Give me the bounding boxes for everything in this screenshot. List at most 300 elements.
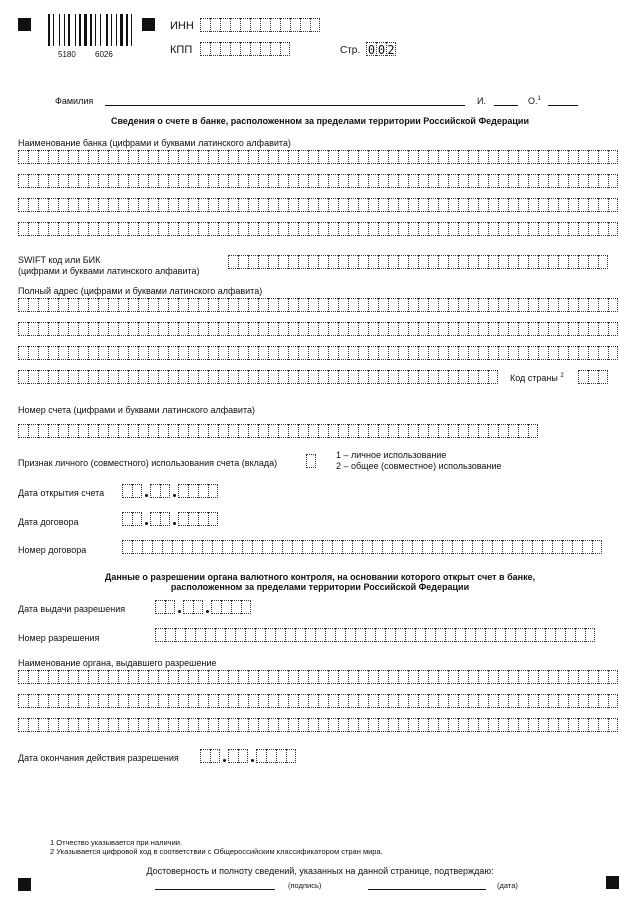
input-cell[interactable]	[388, 694, 398, 708]
input-cell[interactable]	[298, 670, 308, 684]
input-cell[interactable]	[148, 370, 158, 384]
input-cell[interactable]	[248, 298, 258, 312]
input-cell[interactable]	[328, 718, 338, 732]
input-cell[interactable]	[318, 370, 328, 384]
input-cell[interactable]	[148, 424, 158, 438]
contract-date-field[interactable]	[122, 512, 218, 526]
input-cell[interactable]	[508, 150, 518, 164]
input-cell[interactable]	[138, 346, 148, 360]
input-cell[interactable]	[408, 694, 418, 708]
input-cell[interactable]	[598, 670, 608, 684]
input-cell[interactable]	[478, 346, 488, 360]
input-cell[interactable]	[318, 346, 328, 360]
input-cell[interactable]	[428, 370, 438, 384]
input-cell[interactable]	[478, 694, 488, 708]
date-cell[interactable]	[132, 484, 142, 498]
input-cell[interactable]	[138, 670, 148, 684]
input-cell[interactable]	[138, 370, 148, 384]
input-cell[interactable]	[328, 346, 338, 360]
input-cell[interactable]	[138, 424, 148, 438]
input-cell[interactable]	[58, 694, 68, 708]
input-cell[interactable]	[558, 298, 568, 312]
input-cell[interactable]	[422, 540, 432, 554]
input-cell[interactable]	[168, 150, 178, 164]
input-cell[interactable]	[388, 370, 398, 384]
input-cell[interactable]	[488, 174, 498, 188]
input-cell[interactable]	[338, 298, 348, 312]
input-cell[interactable]	[258, 424, 268, 438]
input-cell[interactable]	[168, 370, 178, 384]
input-cell[interactable]	[288, 670, 298, 684]
input-cell[interactable]	[588, 694, 598, 708]
input-cell[interactable]	[280, 42, 290, 56]
input-cell[interactable]	[458, 298, 468, 312]
input-cell[interactable]	[498, 670, 508, 684]
input-cell[interactable]	[398, 198, 408, 212]
input-cell[interactable]	[308, 322, 318, 336]
input-cell[interactable]	[458, 718, 468, 732]
kpp-field[interactable]	[200, 42, 290, 56]
input-cell[interactable]	[515, 628, 525, 642]
input-cell[interactable]	[552, 540, 562, 554]
input-cell[interactable]	[238, 346, 248, 360]
input-cell[interactable]	[158, 718, 168, 732]
input-cell[interactable]	[448, 150, 458, 164]
input-cell[interactable]	[188, 370, 198, 384]
input-cell[interactable]	[318, 222, 328, 236]
input-cell[interactable]	[468, 298, 478, 312]
input-cell[interactable]	[528, 255, 538, 269]
input-cell[interactable]	[378, 255, 388, 269]
input-cell[interactable]	[478, 670, 488, 684]
input-cell[interactable]	[358, 670, 368, 684]
input-cell[interactable]	[438, 255, 448, 269]
input-cell[interactable]	[248, 322, 258, 336]
input-cell[interactable]	[138, 150, 148, 164]
input-cell[interactable]	[328, 222, 338, 236]
input-cell[interactable]	[118, 346, 128, 360]
input-cell[interactable]	[518, 670, 528, 684]
input-cell[interactable]	[306, 454, 316, 468]
input-cell[interactable]	[68, 174, 78, 188]
input-cell[interactable]	[538, 255, 548, 269]
input-cell[interactable]	[155, 628, 165, 642]
input-cell[interactable]	[568, 718, 578, 732]
input-cell[interactable]	[418, 222, 428, 236]
input-cell[interactable]	[118, 424, 128, 438]
input-cell[interactable]	[538, 298, 548, 312]
input-cell[interactable]	[458, 370, 468, 384]
input-cell[interactable]	[258, 174, 268, 188]
input-cell[interactable]	[502, 540, 512, 554]
input-cell[interactable]	[518, 174, 528, 188]
input-cell[interactable]	[448, 718, 458, 732]
input-cell[interactable]	[568, 198, 578, 212]
input-cell[interactable]	[38, 370, 48, 384]
input-cell[interactable]	[68, 198, 78, 212]
input-cell[interactable]	[555, 628, 565, 642]
input-cell[interactable]	[68, 694, 78, 708]
input-cell[interactable]	[448, 174, 458, 188]
input-cell[interactable]	[108, 322, 118, 336]
input-cell[interactable]	[18, 718, 28, 732]
input-cell[interactable]	[348, 424, 358, 438]
input-cell[interactable]	[468, 322, 478, 336]
input-cell[interactable]	[598, 150, 608, 164]
input-cell[interactable]	[268, 298, 278, 312]
input-cell[interactable]	[528, 694, 538, 708]
input-cell[interactable]	[488, 670, 498, 684]
input-cell[interactable]	[238, 150, 248, 164]
input-cell[interactable]	[238, 198, 248, 212]
input-cell[interactable]	[588, 174, 598, 188]
input-cell[interactable]	[128, 222, 138, 236]
input-cell[interactable]	[298, 424, 308, 438]
input-cell[interactable]	[608, 694, 618, 708]
input-cell[interactable]	[278, 255, 288, 269]
input-cell[interactable]	[268, 150, 278, 164]
input-cell[interactable]	[368, 198, 378, 212]
input-cell[interactable]	[558, 718, 568, 732]
date-cell[interactable]	[165, 600, 175, 614]
input-cell[interactable]	[288, 298, 298, 312]
input-cell[interactable]	[368, 322, 378, 336]
input-cell[interactable]	[230, 42, 240, 56]
input-cell[interactable]	[228, 322, 238, 336]
input-cell[interactable]	[268, 424, 278, 438]
input-cell[interactable]	[230, 18, 240, 32]
input-cell[interactable]	[358, 174, 368, 188]
input-cell[interactable]	[118, 150, 128, 164]
input-cell[interactable]	[268, 694, 278, 708]
input-cell[interactable]	[158, 298, 168, 312]
input-cell[interactable]	[348, 694, 358, 708]
input-cell[interactable]	[278, 222, 288, 236]
input-cell[interactable]	[448, 370, 458, 384]
input-cell[interactable]	[268, 346, 278, 360]
input-cell[interactable]	[308, 718, 318, 732]
input-cell[interactable]	[345, 628, 355, 642]
date-cell[interactable]	[231, 600, 241, 614]
input-cell[interactable]	[248, 424, 258, 438]
date-cell[interactable]	[210, 749, 220, 763]
input-cell[interactable]	[288, 370, 298, 384]
input-cell[interactable]	[438, 322, 448, 336]
input-cell[interactable]	[578, 346, 588, 360]
input-cell[interactable]	[408, 150, 418, 164]
input-cell[interactable]	[398, 174, 408, 188]
input-cell[interactable]	[98, 198, 108, 212]
input-cell[interactable]	[258, 150, 268, 164]
input-cell[interactable]	[78, 198, 88, 212]
input-cell[interactable]	[428, 670, 438, 684]
input-cell[interactable]	[348, 150, 358, 164]
input-cell[interactable]	[250, 18, 260, 32]
input-cell[interactable]	[298, 255, 308, 269]
input-cell[interactable]	[315, 628, 325, 642]
input-cell[interactable]	[598, 255, 608, 269]
input-cell[interactable]	[128, 150, 138, 164]
input-cell[interactable]	[138, 198, 148, 212]
input-cell[interactable]	[318, 255, 328, 269]
input-cell[interactable]	[165, 628, 175, 642]
input-cell[interactable]	[438, 346, 448, 360]
input-cell[interactable]	[318, 694, 328, 708]
input-cell[interactable]	[248, 718, 258, 732]
input-cell[interactable]	[268, 322, 278, 336]
input-cell[interactable]	[268, 174, 278, 188]
input-cell[interactable]	[408, 174, 418, 188]
input-cell[interactable]	[288, 198, 298, 212]
input-cell[interactable]	[365, 628, 375, 642]
input-cell[interactable]	[298, 694, 308, 708]
input-cell[interactable]	[162, 540, 172, 554]
input-cell[interactable]	[388, 322, 398, 336]
issuer-row[interactable]	[18, 670, 618, 684]
input-cell[interactable]	[608, 198, 618, 212]
input-cell[interactable]	[88, 298, 98, 312]
input-cell[interactable]	[478, 718, 488, 732]
input-cell[interactable]	[28, 298, 38, 312]
input-cell[interactable]	[508, 255, 518, 269]
input-cell[interactable]	[478, 150, 488, 164]
input-cell[interactable]	[208, 150, 218, 164]
input-cell[interactable]	[148, 694, 158, 708]
input-cell[interactable]	[568, 298, 578, 312]
input-cell[interactable]	[348, 255, 358, 269]
input-cell[interactable]	[398, 298, 408, 312]
usage-field[interactable]	[306, 454, 316, 468]
input-cell[interactable]	[248, 150, 258, 164]
input-cell[interactable]	[348, 198, 358, 212]
input-cell[interactable]	[58, 174, 68, 188]
input-cell[interactable]	[358, 222, 368, 236]
input-cell[interactable]	[478, 174, 488, 188]
input-cell[interactable]	[278, 322, 288, 336]
input-cell[interactable]	[78, 424, 88, 438]
date-cell[interactable]	[193, 600, 203, 614]
input-cell[interactable]	[98, 346, 108, 360]
input-cell[interactable]	[478, 222, 488, 236]
input-cell[interactable]	[268, 718, 278, 732]
input-cell[interactable]	[262, 540, 272, 554]
input-cell[interactable]	[348, 670, 358, 684]
input-cell[interactable]	[298, 298, 308, 312]
input-cell[interactable]	[98, 222, 108, 236]
input-cell[interactable]	[218, 174, 228, 188]
input-cell[interactable]	[88, 424, 98, 438]
input-cell[interactable]	[268, 222, 278, 236]
input-cell[interactable]	[578, 718, 588, 732]
input-cell[interactable]	[138, 222, 148, 236]
input-cell[interactable]	[38, 174, 48, 188]
input-cell[interactable]	[378, 174, 388, 188]
input-cell[interactable]	[608, 150, 618, 164]
input-cell[interactable]	[342, 540, 352, 554]
input-cell[interactable]	[528, 298, 538, 312]
input-cell[interactable]	[608, 174, 618, 188]
input-cell[interactable]	[338, 346, 348, 360]
input-cell[interactable]	[108, 694, 118, 708]
input-cell[interactable]	[238, 222, 248, 236]
input-cell[interactable]	[468, 255, 478, 269]
input-cell[interactable]	[18, 298, 28, 312]
input-cell[interactable]	[148, 346, 158, 360]
input-cell[interactable]	[338, 322, 348, 336]
input-cell[interactable]	[288, 694, 298, 708]
input-cell[interactable]	[108, 174, 118, 188]
input-cell[interactable]	[298, 222, 308, 236]
input-cell[interactable]	[192, 540, 202, 554]
input-cell[interactable]	[248, 174, 258, 188]
input-cell[interactable]	[238, 322, 248, 336]
input-cell[interactable]	[258, 255, 268, 269]
input-cell[interactable]	[598, 346, 608, 360]
input-cell[interactable]	[188, 424, 198, 438]
input-cell[interactable]	[408, 670, 418, 684]
input-cell[interactable]	[260, 18, 270, 32]
input-cell[interactable]	[438, 198, 448, 212]
input-cell[interactable]	[388, 174, 398, 188]
input-cell[interactable]	[538, 346, 548, 360]
input-cell[interactable]	[48, 222, 58, 236]
input-cell[interactable]	[358, 322, 368, 336]
input-cell[interactable]	[172, 540, 182, 554]
input-cell[interactable]	[348, 222, 358, 236]
input-cell[interactable]	[218, 222, 228, 236]
input-cell[interactable]	[158, 346, 168, 360]
input-cell[interactable]	[168, 718, 178, 732]
input-cell[interactable]	[278, 718, 288, 732]
input-cell[interactable]	[368, 718, 378, 732]
input-cell[interactable]	[388, 718, 398, 732]
input-cell[interactable]	[585, 628, 595, 642]
input-cell[interactable]	[298, 174, 308, 188]
input-cell[interactable]	[198, 222, 208, 236]
input-cell[interactable]	[268, 198, 278, 212]
input-cell[interactable]	[168, 198, 178, 212]
input-cell[interactable]	[48, 718, 58, 732]
input-cell[interactable]	[275, 628, 285, 642]
input-cell[interactable]	[588, 255, 598, 269]
input-cell[interactable]	[128, 198, 138, 212]
permit-number-field[interactable]	[155, 628, 595, 642]
input-cell[interactable]	[368, 255, 378, 269]
input-cell[interactable]	[498, 298, 508, 312]
input-cell[interactable]	[548, 198, 558, 212]
input-cell[interactable]	[198, 424, 208, 438]
input-cell[interactable]	[358, 150, 368, 164]
input-cell[interactable]	[488, 150, 498, 164]
input-cell[interactable]	[598, 222, 608, 236]
expiry-date-field[interactable]	[200, 749, 296, 763]
input-cell[interactable]	[378, 346, 388, 360]
input-cell[interactable]	[588, 222, 598, 236]
input-cell[interactable]	[138, 718, 148, 732]
input-cell[interactable]	[398, 222, 408, 236]
input-cell[interactable]	[308, 370, 318, 384]
input-cell[interactable]	[518, 222, 528, 236]
input-cell[interactable]	[488, 370, 498, 384]
input-cell[interactable]	[608, 670, 618, 684]
input-cell[interactable]	[338, 670, 348, 684]
input-cell[interactable]	[368, 370, 378, 384]
country-code-field[interactable]	[578, 370, 608, 384]
input-cell[interactable]	[458, 424, 468, 438]
input-cell[interactable]	[78, 322, 88, 336]
input-cell[interactable]	[178, 174, 188, 188]
input-cell[interactable]	[308, 198, 318, 212]
input-cell[interactable]	[568, 222, 578, 236]
input-cell[interactable]	[558, 670, 568, 684]
input-cell[interactable]	[228, 424, 238, 438]
input-cell[interactable]	[58, 222, 68, 236]
input-cell[interactable]	[508, 322, 518, 336]
input-cell[interactable]	[348, 174, 358, 188]
input-cell[interactable]	[18, 424, 28, 438]
date-cell[interactable]	[208, 512, 218, 526]
address-row[interactable]	[18, 346, 618, 360]
input-cell[interactable]	[148, 222, 158, 236]
input-cell[interactable]	[238, 174, 248, 188]
input-cell[interactable]	[465, 628, 475, 642]
input-cell[interactable]	[398, 322, 408, 336]
input-cell[interactable]	[248, 222, 258, 236]
input-cell[interactable]	[48, 298, 58, 312]
input-cell[interactable]	[98, 298, 108, 312]
input-cell[interactable]	[18, 670, 28, 684]
input-cell[interactable]	[488, 424, 498, 438]
input-cell[interactable]	[148, 670, 158, 684]
input-cell[interactable]	[198, 198, 208, 212]
input-cell[interactable]	[458, 670, 468, 684]
input-cell[interactable]	[518, 322, 528, 336]
input-cell[interactable]	[128, 298, 138, 312]
input-cell[interactable]	[578, 670, 588, 684]
input-cell[interactable]	[98, 174, 108, 188]
input-cell[interactable]	[258, 370, 268, 384]
date-cell[interactable]	[200, 749, 210, 763]
input-cell[interactable]	[158, 150, 168, 164]
input-cell[interactable]	[568, 694, 578, 708]
input-cell[interactable]	[338, 370, 348, 384]
input-cell[interactable]	[572, 540, 582, 554]
input-cell[interactable]	[238, 424, 248, 438]
input-cell[interactable]	[188, 222, 198, 236]
input-cell[interactable]	[428, 198, 438, 212]
input-cell[interactable]	[578, 255, 588, 269]
input-cell[interactable]	[258, 670, 268, 684]
input-cell[interactable]	[308, 298, 318, 312]
input-cell[interactable]	[175, 628, 185, 642]
input-cell[interactable]	[278, 346, 288, 360]
input-cell[interactable]	[188, 670, 198, 684]
input-cell[interactable]	[128, 694, 138, 708]
input-cell[interactable]	[38, 198, 48, 212]
input-cell[interactable]	[558, 346, 568, 360]
input-cell[interactable]	[518, 255, 528, 269]
input-cell[interactable]	[575, 628, 585, 642]
date-cell[interactable]	[276, 749, 286, 763]
input-cell[interactable]	[298, 150, 308, 164]
input-cell[interactable]	[478, 298, 488, 312]
bank-name-row[interactable]	[18, 198, 618, 212]
input-cell[interactable]	[188, 150, 198, 164]
input-cell[interactable]	[408, 198, 418, 212]
input-cell[interactable]	[318, 150, 328, 164]
input-cell[interactable]	[158, 198, 168, 212]
input-cell[interactable]	[245, 628, 255, 642]
